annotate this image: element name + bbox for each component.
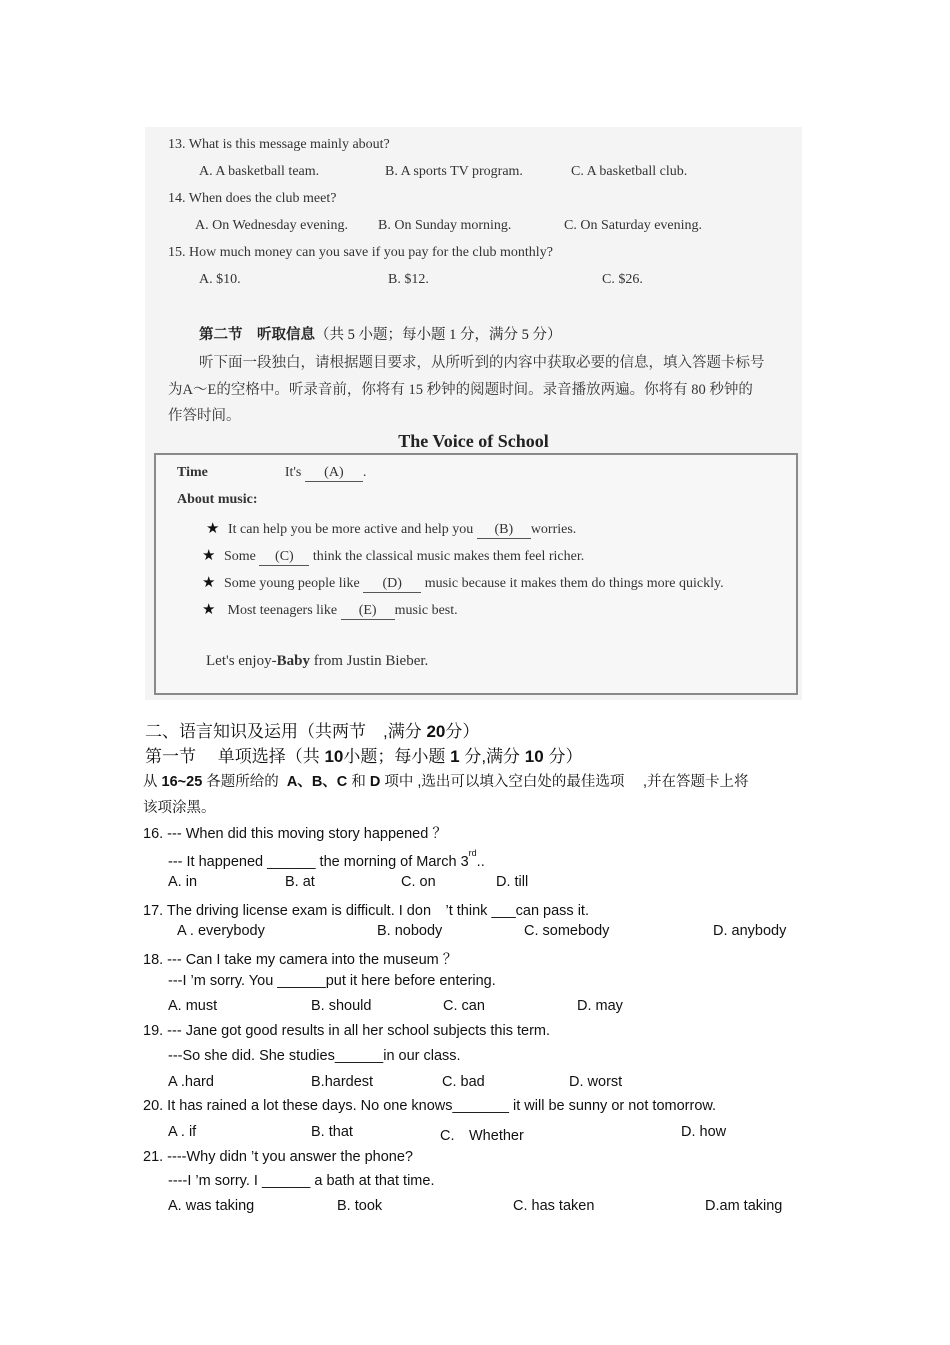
sec1-text-c: 分,满分	[464, 747, 521, 766]
item-d-text: Some young people like	[224, 576, 360, 591]
q20-option-d: D. how	[681, 1124, 727, 1140]
part2-heading-text: 二、语言知识及运用（共两节 ,满分	[145, 722, 422, 741]
question-21-answer-line: ----I ’m sorry. I ______ a bath at that time.	[168, 1173, 435, 1189]
question-17-stem: 17. The driving license exam is difficult. I don ’t think ___can pass it.	[143, 903, 589, 919]
q16-option-c: C. on	[401, 874, 436, 890]
about-music-label: About music:	[177, 492, 258, 507]
sec1-count: 10	[324, 747, 344, 766]
question-21-stem: 21. ----Why didn ’t you answer the phone?	[143, 1149, 413, 1165]
music-item-b	[206, 519, 576, 539]
instr-letter-d: D	[369, 774, 381, 790]
q17-option-c: C. somebody	[524, 923, 610, 939]
q16-line2: --- It happened ______ the morning of March 3	[168, 854, 469, 870]
item-c-text: Some	[224, 549, 256, 564]
q16-option-d: D. till	[496, 874, 529, 890]
sec1-text-a: 第一节 单项选择（共	[145, 747, 320, 766]
question-19-answer-line: ---So she did. She studies______in our class.	[168, 1048, 461, 1064]
star-icon: ★	[202, 602, 216, 618]
q18-option-a: A. must	[168, 998, 218, 1014]
time-label: Time	[177, 465, 208, 480]
sec1-points: 1	[450, 747, 460, 766]
section2-title: 第二节 听取信息	[199, 327, 315, 343]
section1-heading	[145, 742, 582, 767]
item-b-text: It can help you be more active and help you	[228, 522, 474, 537]
question-16-answer-line	[168, 848, 485, 870]
q16-option-b: B. at	[285, 874, 315, 890]
q18-option-b: B. should	[311, 998, 372, 1014]
q18-option-d: D. may	[577, 998, 623, 1014]
question-19-stem: 19. --- Jane got good results in all her school subjects this term.	[143, 1023, 550, 1039]
instr-and: 和	[351, 774, 366, 790]
q19-option-a: A .hard	[168, 1074, 214, 1090]
blank-c: (C)	[259, 549, 309, 566]
instr-text-d: 项中 ,选出可以填入空白处的最佳选项 ,并在答题卡上将	[384, 774, 749, 790]
instr-from: 从	[143, 774, 158, 790]
question-18-stem: 18. --- Can I take my camera into the museum ？	[143, 952, 458, 968]
q13-option-a: A. A basketball team.	[199, 164, 320, 179]
item-e-tail: music best.	[394, 603, 458, 618]
music-item-e	[202, 600, 458, 620]
q17-option-a: A . everybody	[177, 923, 265, 939]
star-icon: ★	[206, 521, 220, 537]
item-d-tail: music because it makes them do things more quickly.	[424, 576, 724, 591]
q16-option-a: A. in	[168, 874, 198, 890]
q16-tail: ..	[476, 854, 485, 870]
time-prefix: It's	[284, 465, 302, 480]
q19-option-d: D. worst	[569, 1074, 623, 1090]
q17-option-d: D. anybody	[713, 923, 787, 939]
section2-instruction-line2: 为A～E的空格中。听录音前，你将有 15 秒钟的阅题时间。录音播放两遍。你将有 80 秒钟的	[168, 382, 753, 398]
instr-range: 16~25	[161, 774, 203, 790]
scanned-listening-section	[145, 127, 802, 700]
section1-instruction-line1	[143, 770, 748, 791]
blank-a: (A)	[305, 465, 363, 482]
instr-text-b: 各题所给的	[206, 774, 279, 790]
star-icon: ★	[202, 548, 216, 564]
question-16-stem: 16. --- When did this moving story happened ？	[143, 826, 447, 842]
q15-option-c: C. $26.	[602, 272, 643, 287]
part2-heading-end: 分）	[445, 722, 480, 741]
sec1-total: 10	[524, 747, 544, 766]
blank-e: (E)	[341, 603, 395, 620]
song-title: Baby	[276, 653, 310, 669]
item-b-tail: worries.	[530, 522, 577, 537]
q21-option-b: B. took	[337, 1198, 383, 1214]
q20-option-b: B. that	[311, 1124, 353, 1140]
section1-instruction-line2: 该项涂黑。	[143, 800, 216, 816]
part2-score: 20	[426, 722, 446, 741]
enjoy-prefix: Let's enjoy	[206, 653, 272, 669]
blank-d: (D)	[363, 576, 421, 593]
q13-option-c: C. A basketball club.	[571, 164, 688, 179]
question-20-stem: 20. It has rained a lot these days. No one knows_______ it will be sunny or not tomorrow.	[143, 1098, 717, 1114]
q21-option-a: A. was taking	[168, 1198, 255, 1214]
q14-option-c: C. On Saturday evening.	[564, 218, 703, 233]
q21-option-c: C. has taken	[513, 1198, 595, 1214]
q16-superscript: rd	[468, 848, 477, 858]
music-item-c	[202, 546, 584, 566]
voice-of-school-title: The Voice of School	[398, 431, 549, 451]
sec1-text-d: 分）	[548, 747, 583, 766]
item-e-text: Most teenagers like	[227, 603, 338, 618]
blank-b: (B)	[477, 522, 531, 539]
music-item-d	[202, 573, 724, 593]
q19-option-c: C. bad	[442, 1074, 485, 1090]
q13-option-b: B. A sports TV program.	[385, 164, 523, 179]
question-15: 15. How much money can you save if you pay for the club monthly?	[168, 245, 553, 260]
section2-note: （共 5 小题；每小题 1 分，满分 5 分）	[315, 327, 562, 343]
instr-letters: A、B、C	[286, 774, 348, 790]
star-icon: ★	[202, 575, 216, 591]
enjoy-suffix: from Justin Bieber.	[313, 653, 429, 669]
sec1-text-b: 小题；每小题	[343, 747, 446, 766]
item-c-tail: think the classical music makes them feel richer.	[312, 549, 585, 564]
section2-heading	[199, 323, 562, 344]
q21-option-d: D.am taking	[705, 1198, 783, 1214]
q20-option-c: C. Whether	[440, 1128, 524, 1144]
q14-option-b: B. On Sunday morning.	[378, 218, 512, 233]
q14-option-a: A. On Wednesday evening.	[195, 218, 348, 233]
q15-option-b: B. $12.	[388, 272, 429, 287]
section2-instruction-line1: 听下面一段独白，请根据题目要求，从所听到的内容中获取必要的信息，填入答题卡标号	[199, 355, 765, 371]
question-13: 13. What is this message mainly about?	[168, 137, 390, 152]
voice-of-school-box	[154, 453, 798, 695]
enjoy-line: Let's enjoy-Baby from Justin Bieber.	[206, 653, 429, 669]
question-14: 14. When does the club meet?	[168, 191, 337, 206]
part2-heading	[145, 717, 479, 742]
q19-option-b: B.hardest	[311, 1074, 374, 1090]
q18-option-c: C. can	[443, 998, 485, 1014]
section2-instruction-line3: 作答时间。	[168, 408, 241, 424]
q15-option-a: A. $10.	[199, 272, 241, 287]
time-row: Time It's (A) .	[177, 465, 367, 480]
q20-option-a: A . if	[168, 1124, 197, 1140]
q17-option-b: B. nobody	[377, 923, 443, 939]
question-18-answer-line: ---I ’m sorry. You ______put it here before entering.	[168, 973, 496, 989]
